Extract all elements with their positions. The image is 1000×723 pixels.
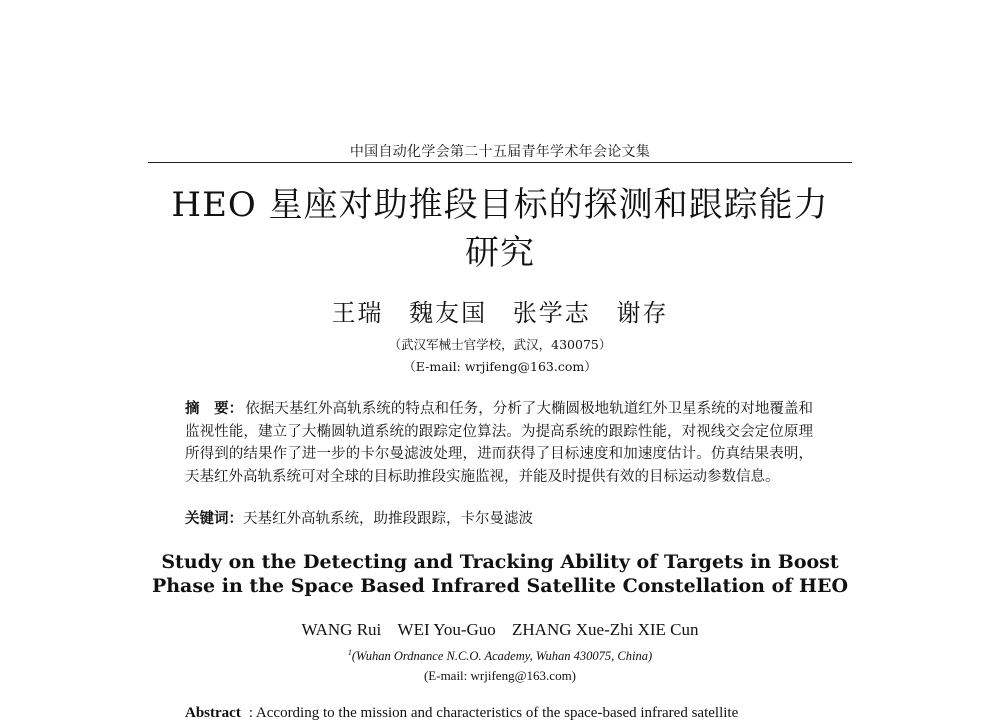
affiliation-english-text: (Wuhan Ordnance N.C.O. Academy, Wuhan 430075, China) (351, 649, 653, 664)
author-zh: 魏友国 (409, 299, 488, 327)
abstract-chinese-label: 摘 要： (185, 400, 244, 417)
abstract-chinese-text: 依据天基红外高轨系统的特点和任务，分析了大椭圆极地轨道红外卫星系统的对地覆盖和监视性能，建立了大椭圆轨道系统的跟踪定位算法。为提高系统的跟踪性能，对视线交会定位原理所得到的结果作了进一步的卡尔曼滤波处理，进而获得了目标速度和加速度估计。仿真结果表明，天基红外高轨系统可对全球的目标助推段实施监视，并能及时提供有效的目标运动参数信息。 (185, 401, 814, 485)
affiliation-chinese: （武汉军械士官学校，武汉，430075） (388, 337, 612, 352)
title-english-line-1: Study on the Detecting and Tracking Ability of Targets in Boost (161, 551, 839, 573)
authors-chinese (150, 297, 850, 329)
author-zh: 张学志 (512, 299, 591, 327)
author-zh: 王瑞 (331, 299, 384, 327)
email-english: (E-mail: wrjifeng@163.com) (423, 668, 577, 683)
authors-english (150, 620, 850, 640)
affiliation-superscript: 1 (347, 648, 352, 657)
author-en: WEI You-Guo (397, 620, 496, 639)
keywords-chinese-label: 关键词： (185, 510, 243, 527)
keywords-chinese (185, 508, 813, 530)
title-chinese (150, 181, 850, 277)
abstract-english (185, 703, 813, 723)
keywords-chinese-text: 天基红外高轨系统，助推段跟踪，卡尔曼滤波 (243, 511, 533, 527)
affiliation-english (150, 645, 850, 664)
title-chinese-line-2: 研究 (465, 233, 535, 273)
author-zh: 谢存 (616, 299, 669, 327)
author-en: ZHANG Xue-Zhi XIE Cun (512, 620, 699, 639)
title-chinese-line-1: HEO 星座对助推段目标的探测和跟踪能力 (171, 185, 829, 225)
abstract-english-text: : According to the mission and characteristics of the space-based infrared satellite (248, 705, 739, 721)
abstract-chinese (185, 398, 813, 488)
author-en: WANG Rui (301, 620, 382, 639)
title-english-line-2: Phase in the Space Based Infrared Satellite Constellation of HEO (151, 575, 849, 597)
email-chinese: （E-mail: wrjifeng@163.com） (403, 359, 597, 374)
abstract-english-label: Abstract (185, 705, 241, 721)
running-head: 中国自动化学会第二十五届青年学术年会论文集 (349, 144, 651, 160)
title-english (150, 550, 850, 598)
header-rule (148, 162, 852, 163)
